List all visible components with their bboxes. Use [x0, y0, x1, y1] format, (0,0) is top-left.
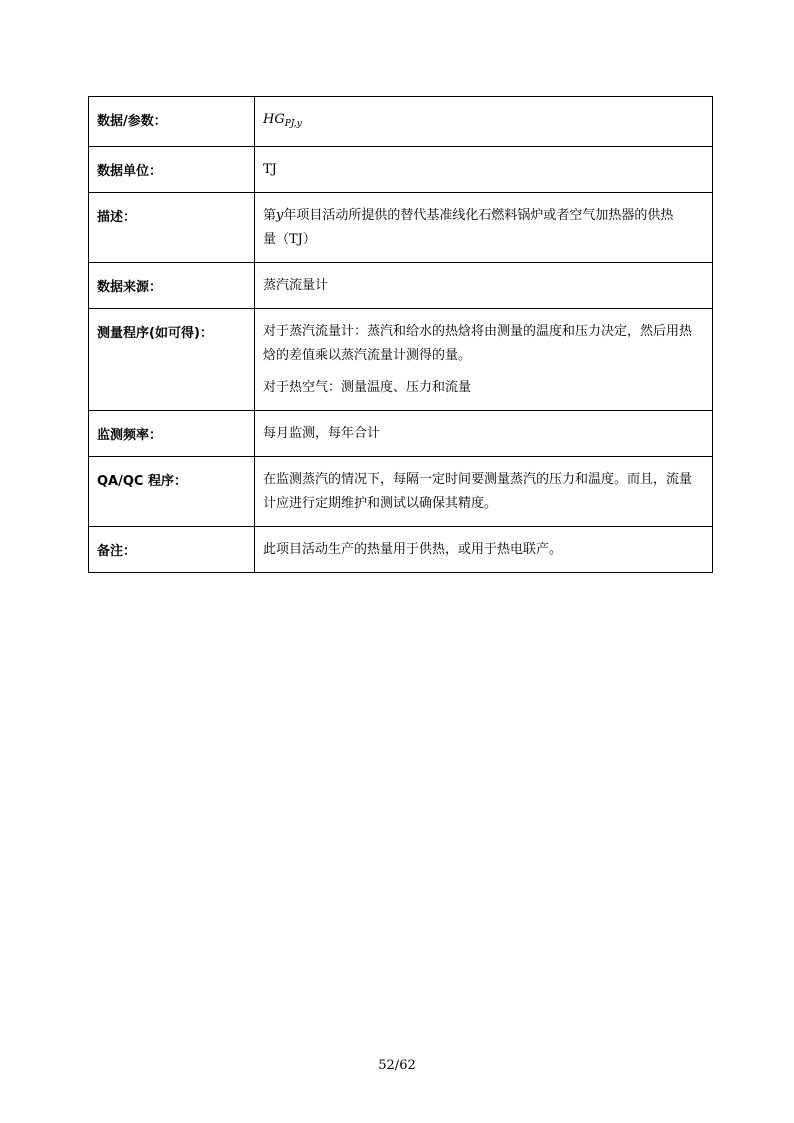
description-variable: y: [276, 208, 284, 223]
table-row-unit: [89, 147, 713, 193]
table-row-qaqc: [89, 457, 713, 527]
measurement-air-paragraph: 对于热空气：测量温度、压力和流量: [263, 380, 472, 395]
table-row-parameter: [89, 97, 713, 147]
label-source: 数据来源：: [89, 263, 255, 309]
description-line2: 量（TJ）: [263, 232, 316, 247]
label-remarks: 备注：: [89, 527, 255, 573]
value-qaqc: 在监测蒸汽的情况下，每隔一定时间要测量蒸汽的压力和温度。而且，流量计应进行定期维护和测试以确保其精度。: [255, 457, 713, 527]
value-frequency: 每月监测，每年合计: [255, 411, 713, 457]
table-row-source: [89, 263, 713, 309]
table-row-frequency: [89, 411, 713, 457]
label-frequency: 监测频率：: [89, 411, 255, 457]
description-prefix: 第: [263, 208, 277, 223]
monitoring-parameter-table: [88, 96, 713, 573]
value-parameter: [255, 97, 713, 147]
table-row-remarks: [89, 527, 713, 573]
table-row-measurement: [89, 309, 713, 411]
value-unit: TJ: [255, 147, 713, 193]
label-measurement: 测量程序(如可得)：: [89, 309, 255, 411]
description-line1: 年项目活动所提供的替代基准线化石燃料锅炉或者空气加热器的供热: [283, 208, 674, 223]
value-description: [255, 193, 713, 263]
value-source: 蒸汽流量计: [255, 263, 713, 309]
value-remarks: 此项目活动生产的热量用于供热，或用于热电联产。: [255, 527, 713, 573]
symbol-main: HG: [263, 112, 285, 127]
measurement-steam-paragraph: 对于蒸汽流量计：蒸汽和给水的热焓将由测量的温度和压力决定，然后用热焓的差值乘以蒸汽流量计测得的量。: [263, 324, 693, 363]
symbol-subscript: PJ,y: [284, 119, 302, 129]
table-row-description: [89, 193, 713, 263]
label-description: 描述：: [89, 193, 255, 263]
label-qaqc: QA/QC 程序：: [89, 457, 255, 527]
page-number: 52/62: [378, 1058, 416, 1073]
value-measurement: [255, 309, 713, 411]
label-parameter: 数据/参数：: [89, 97, 255, 147]
label-unit: 数据单位：: [89, 147, 255, 193]
